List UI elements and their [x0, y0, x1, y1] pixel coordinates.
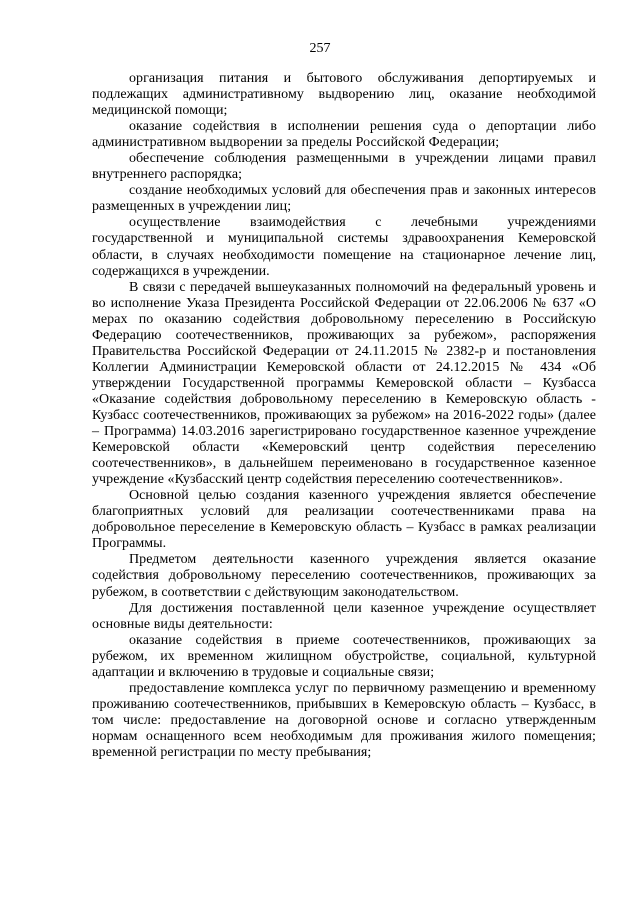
paragraph-reception-assistance: оказание содействия в приеме соотечественников, проживающих за рубежом, их временном жилищном обустройстве, социальной, культурной адаптации и включению в трудовые и социальные связи;	[92, 632, 596, 680]
paragraph-rights-conditions: создание необходимых условий для обеспечения прав и законных интересов размещенных в учреждении лиц;	[92, 183, 596, 215]
paragraph-institution-registration: В связи с передачей вышеуказанных полномочий на федеральный уровень и во исполнение Указа Президента Российской Федерации от 22.06.2006 № 637 «О мерах по оказанию содействия добровольному переселению в Российскую Федерацию соотечественников, проживающих за рубежом», распоряжения Правительства Российской Федерации от 24.11.2015 № 2382-р и постановления Коллегии Администрации Кемеровской области от 24.12.2015 № 434 «Об утверждении Государственной программы Кемеровской области – Кузбасса «Оказание содействия добровольному переселению в Кемеровскую область - Кузбасс соотечественников, проживающих за рубежом» на 2016-2022 годы» (далее – Программа) 14.03.2016 зарегистрировано государственное казенное учреждение Кемеровской области «Кемеровский центр содействия переселению соотечественников», в дальнейшем переименовано в государственное казенное учреждение «Кузбасский центр содействия переселению соотечественников».	[92, 279, 596, 488]
body-text	[92, 71, 596, 761]
page-number: 257	[309, 41, 331, 56]
paragraph-internal-rules: обеспечение соблюдения размещенными в учреждении лицами правил внутреннего распорядка;	[92, 151, 596, 183]
paragraph-main-goal: Основной целью создания казенного учреждения является обеспечение благоприятных условий для реализации соотечественниками права на добровольное переселение в Кемеровскую область – Кузбасс в рамках реализации Программы.	[92, 488, 596, 552]
paragraph-accommodation-services: предоставление комплекса услуг по первичному размещению и временному проживанию соотечественников, прибывших в Кемеровскую область – Кузбасс, в том числе: предоставление на договорной основе и согласно утвержденным нормам оснащенного всем необходимым для проживания жилого помещения; временной регистрации по месту пребывания;	[92, 680, 596, 760]
paragraph-detainee-services: организация питания и бытового обслуживания депортируемых и подлежащих административному выдворению лиц, оказание необходимой медицинской помощи;	[92, 71, 596, 119]
paragraph-activities-intro: Для достижения поставленной цели казенное учреждение осуществляет основные виды деятельности:	[92, 600, 596, 632]
paragraph-subject-of-activity: Предметом деятельности казенного учреждения является оказание содействия добровольному переселению соотечественников, проживающих за рубежом, в соответствии с действующим законодательством.	[92, 552, 596, 600]
paragraph-court-decision-assistance: оказание содействия в исполнении решения суда о депортации либо административном выдворении за пределы Российской Федерации;	[92, 119, 596, 151]
paragraph-healthcare-cooperation: осуществление взаимодействия с лечебными учреждениями государственной и муниципальной системы здравоохранения Кемеровской области, в случаях необходимости помещение на стационарное лечение лиц, содержащихся в учреждении.	[92, 215, 596, 279]
